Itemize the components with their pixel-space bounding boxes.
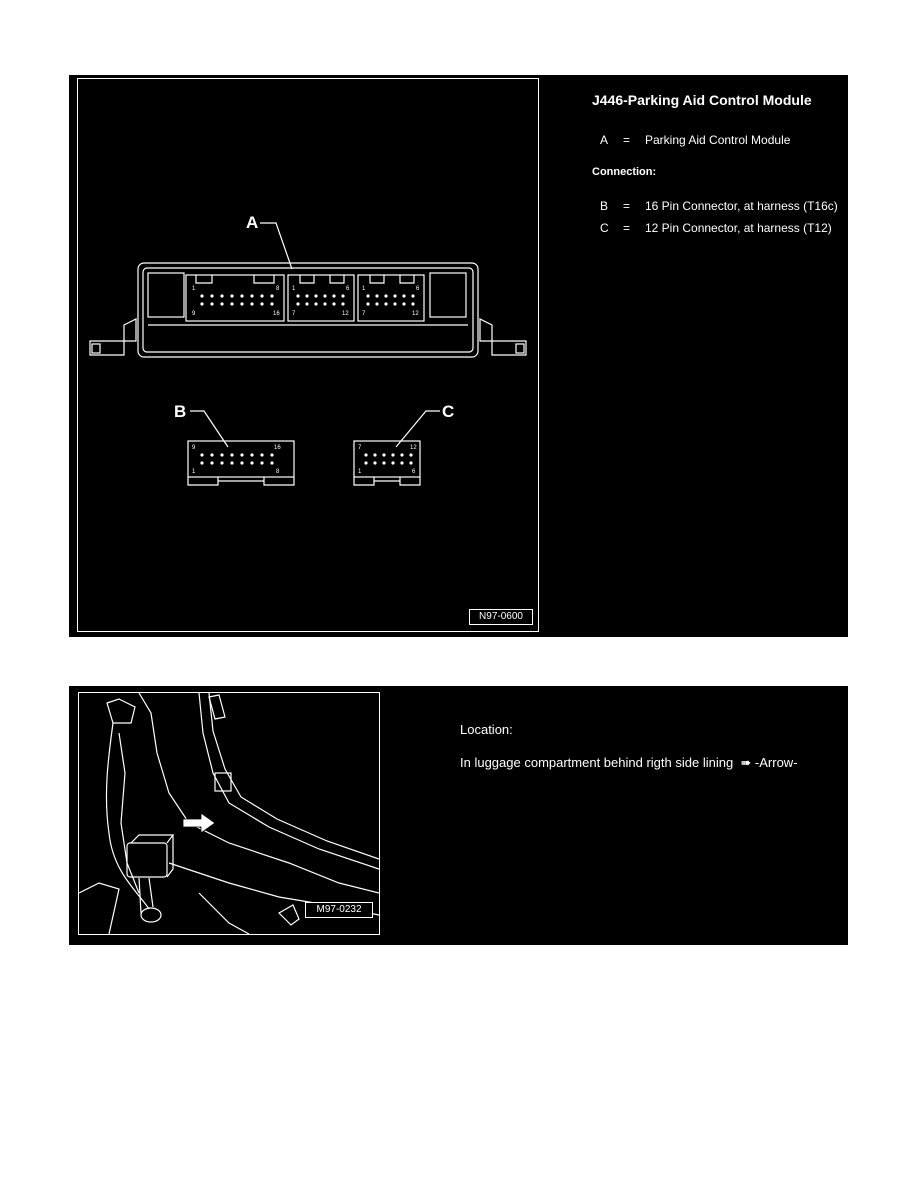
arrow-right-icon: ➠ xyxy=(736,755,755,770)
legend-text: 12 Pin Connector, at harness (T12) xyxy=(645,221,832,235)
pin-label: 9 xyxy=(192,311,196,317)
figure-id-label: M97-0232 xyxy=(305,902,373,918)
legend-equals: = xyxy=(623,199,631,213)
pin-label: 12 xyxy=(342,311,349,317)
callout-a: A xyxy=(246,213,259,232)
legend-equals: = xyxy=(623,133,631,147)
arrow-reference: -Arrow- xyxy=(754,755,798,770)
location-photo-illustration xyxy=(78,692,380,935)
pin-label: 1 xyxy=(192,469,196,475)
connector-drawing xyxy=(78,79,538,631)
location-description: In luggage compartment behind rigth side lining xyxy=(460,755,734,770)
legend-text: Parking Aid Control Module xyxy=(645,133,791,147)
pin-label: 1 xyxy=(192,286,196,292)
callout-b: B xyxy=(174,402,187,421)
pin-label: 6 xyxy=(346,286,350,292)
location-panel xyxy=(69,686,848,945)
pin-label: 8 xyxy=(276,469,280,475)
location-heading: Location: xyxy=(460,722,513,737)
module-connector-diagram xyxy=(77,78,539,632)
pin-label: 6 xyxy=(412,469,416,475)
pin-label: 7 xyxy=(362,311,366,317)
pin-label: 1 xyxy=(358,469,362,475)
legend-key: C xyxy=(600,221,609,235)
pin-label: 12 xyxy=(410,445,417,451)
luggage-compartment-drawing xyxy=(79,693,379,934)
arrow-right-icon xyxy=(183,813,215,833)
legend-key: A xyxy=(600,133,609,147)
callout-c: C xyxy=(442,402,455,421)
figure-id-label: N97-0600 xyxy=(469,609,533,625)
pin-label: 1 xyxy=(362,286,366,292)
pin-label: 1 xyxy=(292,286,296,292)
pin-label: 16 xyxy=(274,445,281,451)
legend-key: B xyxy=(600,199,609,213)
pin-label: 7 xyxy=(292,311,296,317)
pin-label: 8 xyxy=(276,286,280,292)
legend-text: 16 Pin Connector, at harness (T16c) xyxy=(645,199,838,213)
pin-label: 9 xyxy=(192,445,196,451)
connection-heading: Connection: xyxy=(592,166,657,178)
pin-label: 16 xyxy=(273,311,280,317)
pin-label: 12 xyxy=(412,311,419,317)
pin-label: 7 xyxy=(358,445,362,451)
module-info-panel xyxy=(69,75,848,637)
pin-label: 6 xyxy=(416,286,420,292)
legend-equals: = xyxy=(623,221,631,235)
page-title: J446-Parking Aid Control Module xyxy=(592,92,812,108)
location-text xyxy=(460,755,798,771)
